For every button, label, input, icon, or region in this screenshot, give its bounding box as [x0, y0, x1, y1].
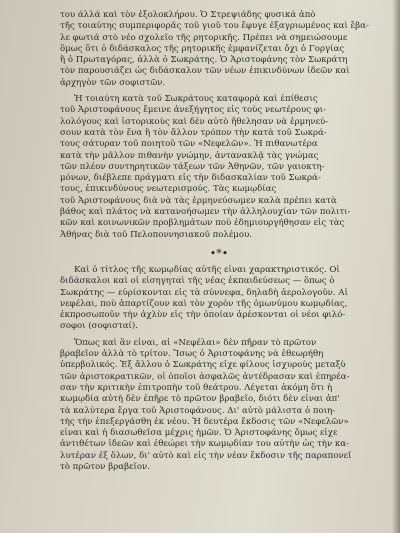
paragraph-strepsiades: [60, 10, 378, 89]
text-line: τους σάτυραν τοῦ ποιητοῦ τῶν «Νεφελῶν». Ἡ πιθανωτέρα: [60, 139, 318, 150]
text-line: λολόγους καὶ ἱστορικοὺς καὶ δὲν αὐτὸ ἤθελησαν νὰ ἑρμηνεύ-: [60, 116, 329, 127]
text-line: ὑπερβολικός. Ἐξ ἄλλου ὁ Σωκράτης εἶχε φίλους ἰσχυροὺς μεταξὺ: [60, 360, 346, 371]
page-text: [60, 10, 378, 473]
text-line: διδάσκαλοι καὶ οἱ εἰσηγηταὶ τῆς νέας ἐκπαιδεύσεως — ὅπως ὁ: [60, 276, 335, 287]
text-line: ἀρχηγὸν τῶν σοφιστῶν.: [60, 77, 166, 88]
text-line: βραβεῖον ἀλλὰ τὸ τρίτον. Ἴσως ὁ Ἀριστοφάνης νὰ ἐθεωρήθη: [60, 349, 324, 360]
text-line: ὅμως ὅτι ὁ διδάσκαλος τῆς ρητορικῆς ἐμφανίζεται ὄχι ὁ Γοργίας: [60, 43, 345, 54]
text-line: σουν κατὰ τὸν ἕνα ἢ τὸν ἄλλον τρόπον τὴν κατὰ τοῦ Σωκρά-: [60, 127, 327, 138]
text-line: τῆς τοιαύτης συμπεριφορᾶς τοῦ γιοῦ του ἔφυγε ἐξαγριωμένος καὶ ἔβα-: [60, 21, 369, 32]
text-line: Καὶ ὁ τίτλος τῆς κωμῳδίας αὐτῆς εἶναι χαρακτηριστικός. Οἱ: [74, 264, 340, 275]
text-line: τὴς τὴν ἐπεξεργάσθη ἐκ νέου. Ἡ δευτέρα ἔκδοσις τῶν «Νεφελῶν»: [60, 416, 349, 427]
text-line: ἐκπροσωποῦν τὴν ἀχλὺν εἰς τὴν ὁποίαν ἀρέσκονται οἱ νέοι φιλό-: [60, 310, 346, 321]
text-line: Ὅπως καὶ ἂν εἶναι, αἱ «Νεφέλαι» δὲν πῆραν τὸ πρῶτον: [74, 337, 317, 348]
text-line: κατὰ τὴν μᾶλλον πιθανὴν γνώμην, ἀντανακλᾷ τὰς γνώμας: [60, 150, 319, 161]
text-line: εἶναι καὶ ἡ διασωθεῖσα μέχρις ἡμῶν. Ὁ Ἀριστοφάνης ὅμως εἶχε: [60, 428, 338, 439]
text-line: ἀντιθέτων ἰδεῶν καὶ ἐθεώρει τὴν κωμῳδίαν του αὐτὴν ὡς τὴν κα-: [60, 439, 349, 450]
text-line: βάθος καὶ πλάτος νὰ κατανοήσωμεν τὴν ἀλληλουχίαν τῶν πολιτι-: [60, 207, 351, 218]
text-line: τοῦ Ἀριστοφάνους διὰ νὰ τὰς ἑρμηνεύσωμεν καλὰ πρέπει κατὰ: [60, 195, 337, 206]
text-line: κωμῳδία αὐτὴ δὲν ἐπῆρε τὸ πρῶτον βραβεῖο, διότι δὲν εἶναι ἀπ': [60, 394, 340, 405]
text-line: Σωκράτης — εὑρίσκονται εἰς τὰ σύννεφα, δηλαδὴ ἀερολογοῦν. Αἱ: [60, 287, 348, 298]
text-line: νεφέλαι, ποὺ ἀπαρτίζουν καὶ τὸν χορὸν τῆς ὁμωνύμου κωμῳδίας,: [60, 298, 348, 309]
text-line: τους, ἐπικινδύνους νεωτερισμούς. Τὰς κωμῳδίας: [60, 184, 277, 195]
paragraph-third-prize: [60, 338, 378, 474]
text-line: τὸ πρῶτον βραβεῖον.: [60, 461, 150, 472]
text-line: τῶν ἀριστοκρατικῶν, οἱ ὁποῖοι ἀσφαλῶς ἀντέδρασαν καὶ ἐπηρέα-: [60, 371, 350, 382]
page-edge-shadow: [392, 0, 400, 533]
text-line: μόνων, διέβλεπε πράγματι εἰς τὴν διδασκαλίαν τοῦ Σωκρά-: [60, 173, 321, 184]
paragraph-title-meaning: [60, 265, 378, 333]
text-line: του άλλά καὶ τὸν ἐξολοκλήρου. Ὁ Στρεψιάδης φυσικά ἀπὸ: [60, 10, 316, 20]
text-line: σαν τὴν κριτικὴν ἐπιτροπὴν τοῦ θεάτρου. Λέγεται ἀκόμη ὅτι ἡ: [60, 382, 333, 393]
text-line: κῶν καὶ κοινωνικῶν προβλημάτων ποὺ ἐδημιουργήθησαν εἰς τὰς: [60, 218, 345, 229]
text-line: Ἡ τοιαύτη κατὰ τοῦ Σωκράτους καταφορὰ καὶ ἐπίθεσις: [74, 94, 318, 105]
text-line: τὰ καλύτερα ἔργα τοῦ Ἀριστοφάνους. Δι' αὐτὸ μάλιστα ὁ ποιη-: [60, 405, 336, 416]
text-line: Ἀθήνας διὰ τοῦ Πελοποννησιακοῦ πολέμου.: [60, 229, 253, 240]
text-line: λυτέραν ἐξ ὅλων, δι' αὐτὸ καὶ εἰς τὴν νέαν ἔκδοσιν τῆς παραπονεῖ: [60, 450, 352, 461]
text-line: λε φωτιά στὸ νέο σχολεῖο τῆς ρητορικῆς. Πρέπει νὰ σημειώσουμε: [60, 32, 348, 43]
text-line: τῶν πλέον συντηρητικῶν τάξεων τῶν Ἀθηνῶν, τῶν γαιοκτη-: [60, 161, 325, 172]
text-line: τὸν παρουσιάζει ὡς διδάσκαλον τῶν νέων ἐπικινδύνων ἰδεῶν καὶ: [60, 66, 350, 77]
text-line: σοφοι (σοφισταί).: [60, 321, 138, 332]
section-separator: •*•: [209, 246, 229, 260]
text-line: ἢ ὁ Πρωταγόρας, ἀλλὰ ὁ Σωκράτης. Ὁ Ἀριστοφάνης τὸν Σωκράτη: [60, 55, 348, 66]
text-line: τοῦ Ἀριστοφάνους ἔμεινε ἀνεξήγητος εἰς τοὺς νεωτέρους φι-: [60, 105, 327, 116]
paragraph-socrates-attack: [60, 94, 378, 241]
